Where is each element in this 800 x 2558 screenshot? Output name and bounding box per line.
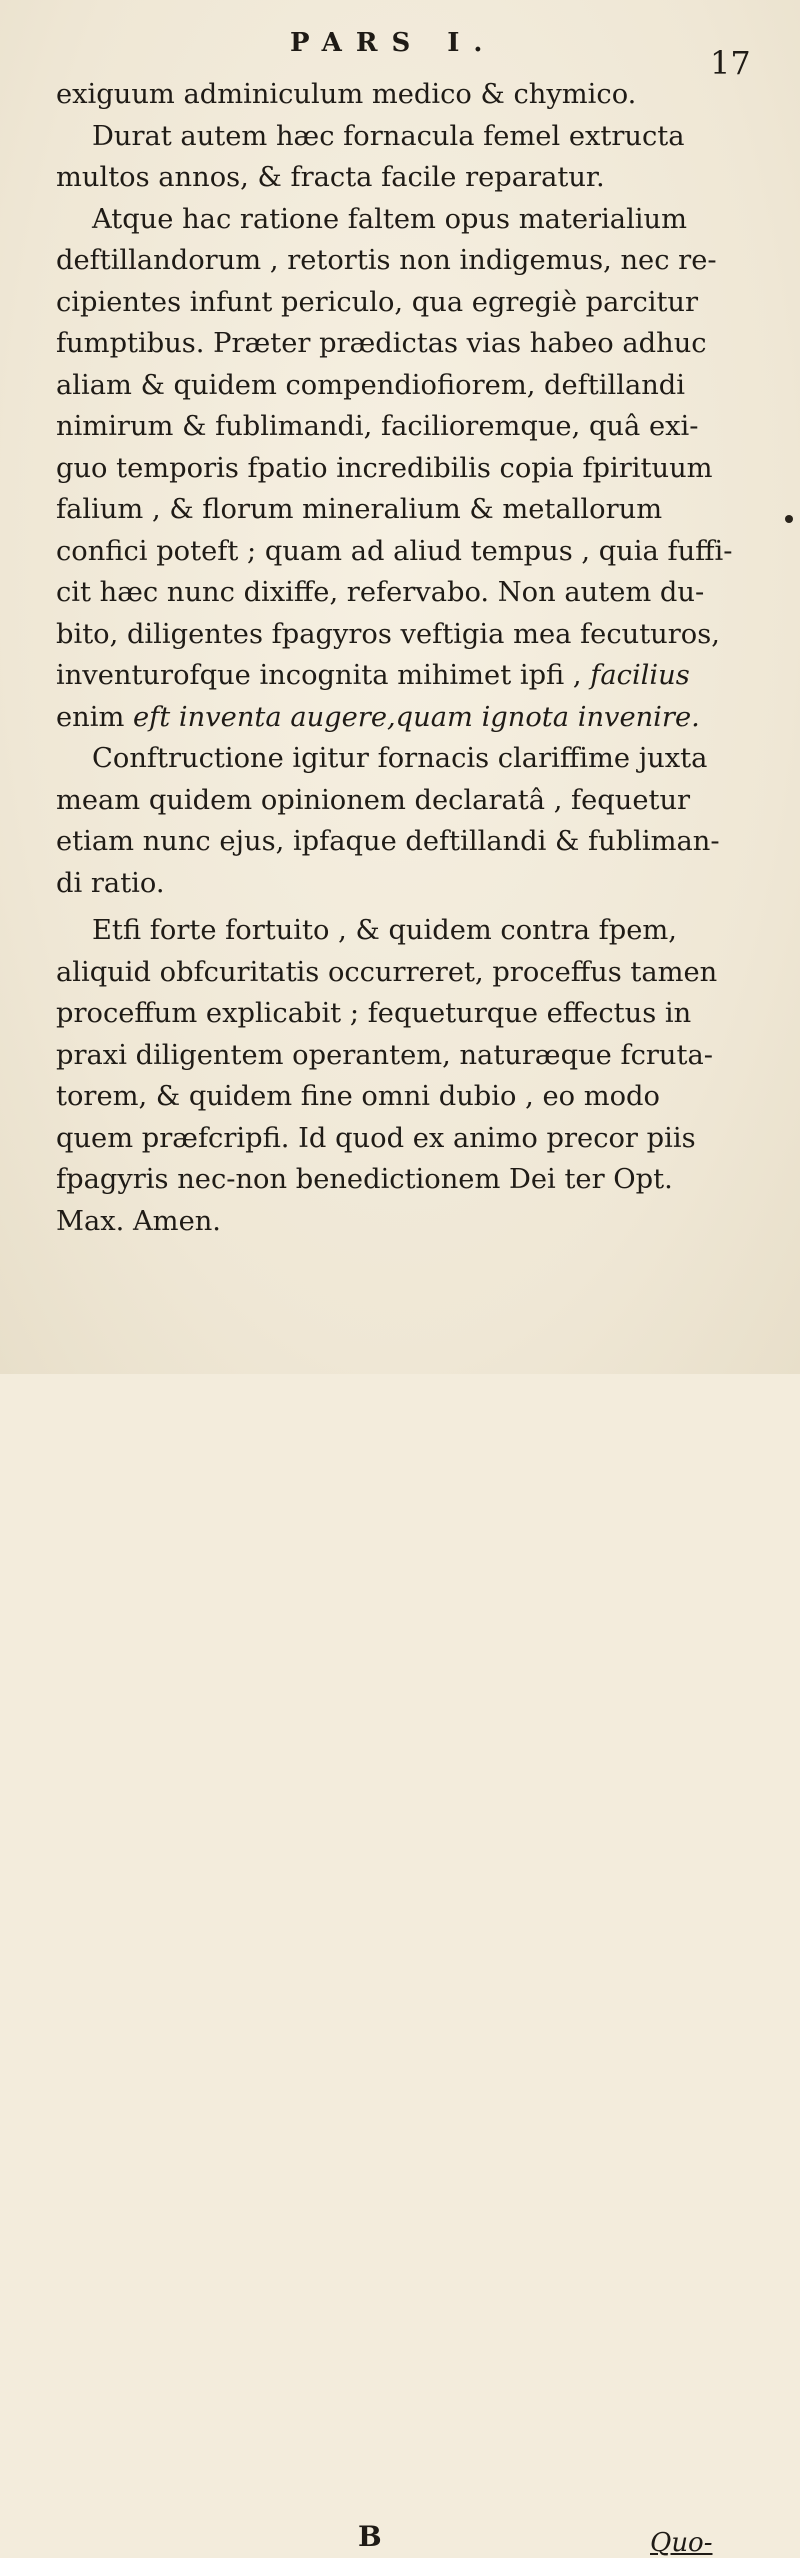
text-segment: enim (56, 701, 134, 733)
text-line: proceffum explicabit ; fequeturque effectus in (56, 998, 692, 1029)
text-line: falium , & florum mineralium & metallorum (56, 494, 663, 525)
text-line: Etfi forte fortuito , & quidem contra fpem, (92, 915, 677, 946)
text-line: Conftructione igitur fornacis clariffime juxta (92, 743, 708, 774)
text-line: deftillandorum , retortis non indigemus, nec re- (56, 245, 717, 276)
text-line: cit hæc nunc dixiffe, refervabo. Non autem du- (56, 577, 705, 608)
text-line: quem præfcripfi. Id quod ex animo precor piis (56, 1122, 696, 1154)
catchword: Quo- (650, 2528, 713, 2558)
text-line: torem, & quidem fine omni dubio , eo modo (56, 1081, 660, 1112)
page-header (0, 14, 800, 82)
text-line: guo temporis fpatio incredibilis copia fpirituum (56, 452, 713, 484)
body-text (56, 74, 756, 1242)
signature-mark: B (358, 2520, 382, 2553)
text-line: multos annos, & fracta facile reparatur. (56, 162, 605, 193)
text-line: fumptibus. Præter prædictas vias habeo adhuc (56, 328, 707, 359)
text-line: etiam nunc ejus, ipfaque deftillandi & fubliman- (56, 826, 720, 857)
page-number: 17 (710, 44, 751, 82)
text-line: exiguum adminiculum medico & chymico. (56, 79, 637, 110)
text-line: bito, diligentes fpagyros veftigia mea fecuturos, (56, 618, 720, 650)
text-line: aliam & quidem compendiofiorem, deftillandi (56, 369, 686, 401)
text-line: nimirum & fublimandi, facilioremque, quâ exi- (56, 411, 699, 442)
text-line: meam quidem opinionem declaratâ , fequetur (56, 784, 691, 816)
text-line: confici poteft ; quam ad aliud tempus , quia fuffi- (56, 535, 733, 567)
text-line: Max. Amen. (56, 1205, 221, 1237)
running-head: PARS I. (290, 28, 497, 58)
italic-segment: eft inventa augere,quam ignota invenire. (133, 701, 700, 733)
text-line: cipientes infunt periculo, qua egregiè parcitur (56, 286, 699, 318)
text-line: fpagyris nec-non benedictionem Dei ter Opt. (56, 1164, 673, 1195)
text-line: Atque hac ratione faltem opus materialium (92, 203, 688, 235)
text-line: di ratio. (56, 867, 165, 899)
text-segment: inventurofque incognita mihimet ipfi , (56, 660, 591, 691)
text-line: aliquid obfcuritatis occurreret, proceffus tamen (56, 956, 718, 988)
page-footer (0, 1260, 800, 2558)
text-line: Durat autem hæc fornacula femel extructa (92, 120, 685, 152)
text-line (56, 655, 756, 697)
text-line: praxi diligentem operantem, naturæque fcruta- (56, 1039, 713, 1071)
italic-segment: facilius (590, 660, 690, 691)
ink-spot (785, 515, 793, 523)
text-line (56, 697, 756, 739)
